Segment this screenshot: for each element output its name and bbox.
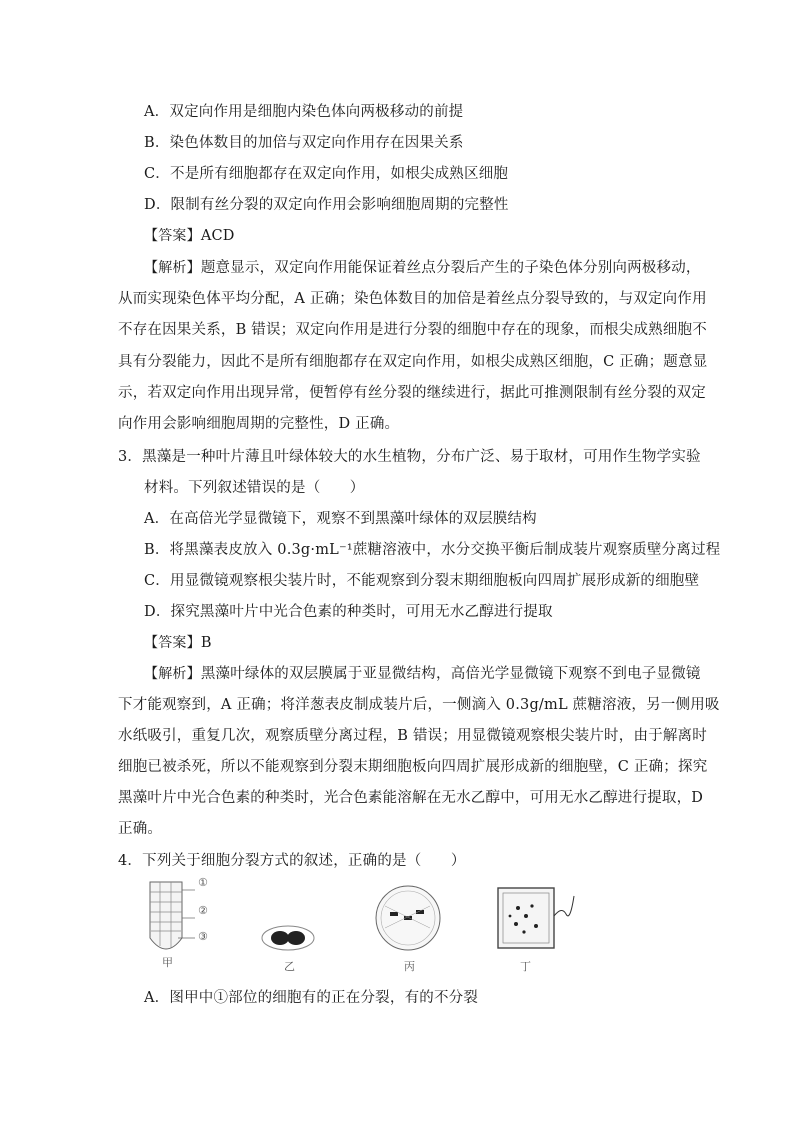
q4-option-a: A．图甲中①部位的细胞有的正在分裂，有的不分裂 bbox=[144, 990, 479, 1006]
q3-option-b: B．将黑藻表皮放入 0.3g·mL⁻¹蔗糖溶液中，水分交换平衡后制成装片观察质壁分离过程 bbox=[144, 542, 721, 558]
figure-mitosis-cell bbox=[376, 886, 440, 950]
q2-analysis-line-4: 具有分裂能力，因此不是所有细胞都存在双定向作用，如根尖成熟区细胞，C 正确；题意显 bbox=[118, 354, 708, 370]
figure-label-yi: 乙 bbox=[284, 960, 295, 973]
q3-answer-line bbox=[144, 633, 212, 653]
q4-figure-svg bbox=[140, 876, 580, 974]
q2-option-a: A．双定向作用是细胞内染色体向两极移动的前提 bbox=[144, 104, 464, 120]
q2-option-b: B．染色体数目的加倍与双定向作用存在因果关系 bbox=[144, 135, 464, 151]
q2-answer-value: ACD bbox=[200, 228, 235, 244]
q3-stem-line-1: 3．黑藻是一种叶片薄且叶绿体较大的水生植物，分布广泛、易于取材，可用作生物学实验 bbox=[118, 449, 701, 465]
q2-analysis-line-3: 不存在因果关系，B 错误；双定向作用是进行分裂的细胞中存在的现象，而根尖成熟细胞不 bbox=[118, 322, 707, 338]
q2-analysis-line-5: 示，若双定向作用出现异常，便暂停有丝分裂的继续进行，据此可推测限制有丝分裂的双定 bbox=[118, 385, 706, 401]
figure-mark-1: ① bbox=[198, 876, 208, 889]
figure-bacterium-cell bbox=[498, 888, 574, 948]
q3-analysis-line-4: 细胞已被杀死，所以不能观察到分裂末期细胞板向四周扩展形成新的细胞壁，C 正确；探究 bbox=[118, 759, 708, 775]
q3-answer-value: B bbox=[200, 635, 212, 651]
analysis-tag: 【解析】 bbox=[144, 666, 201, 682]
q3-analysis-line-6: 正确。 bbox=[118, 821, 163, 837]
q2-analysis-text-1: 题意显示，双定向作用能保证着丝点分裂后产生的子染色体分别向两极移动， bbox=[200, 260, 701, 276]
figure-label-ding: 丁 bbox=[520, 960, 531, 973]
q3-analysis-line-2: 下才能观察到，A 正确；将洋葱表皮制成装片后，一侧滴入 0.3g/mL 蔗糖溶液，另一侧用吸 bbox=[118, 697, 720, 713]
q2-answer-line bbox=[144, 226, 235, 246]
answer-tag: 【答案】 bbox=[144, 228, 201, 244]
figure-mark-2: ② bbox=[198, 904, 208, 917]
q2-option-c: C．不是所有细胞都存在双定向作用，如根尖成熟区细胞 bbox=[144, 166, 509, 182]
q3-option-c: C．用显微镜观察根尖装片时，不能观察到分裂末期细胞板向四周扩展形成新的细胞壁 bbox=[144, 573, 700, 589]
q4-figure bbox=[140, 876, 580, 974]
q3-option-a: A．在高倍光学显微镜下，观察不到黑藻叶绿体的双层膜结构 bbox=[144, 511, 537, 527]
q3-option-d: D．探究黑藻叶片中光合色素的种类时，可用无水乙醇进行提取 bbox=[144, 604, 553, 620]
q2-analysis-line-2: 从而实现染色体平均分配，A 正确；染色体数目的加倍是着丝点分裂导致的，与双定向作用 bbox=[118, 291, 707, 307]
analysis-tag: 【解析】 bbox=[144, 260, 201, 276]
q3-analysis-text-1: 黑藻叶绿体的双层膜属于亚显微结构，高倍光学显微镜下观察不到电子显微镜 bbox=[200, 666, 701, 682]
q3-stem-line-2: 材料。下列叙述错误的是（ ） bbox=[144, 480, 365, 496]
figure-binary-fission bbox=[262, 926, 314, 950]
q2-analysis-line-6: 向作用会影响细胞周期的完整性，D 正确。 bbox=[118, 416, 400, 432]
q2-analysis-line-1 bbox=[144, 258, 701, 278]
q3-analysis-line-5: 黑藻叶片中光合色素的种类时，光合色素能溶解在无水乙醇中，可用无水乙醇进行提取，D bbox=[118, 790, 704, 806]
q3-analysis-line-1 bbox=[144, 664, 701, 684]
q3-analysis-line-3: 水纸吸引，重复几次，观察质壁分离过程，B 错误；用显微镜观察根尖装片时，由于解离时 bbox=[118, 728, 707, 744]
q4-stem: 4．下列关于细胞分裂方式的叙述，正确的是（ ） bbox=[118, 853, 466, 869]
figure-label-jia: 甲 bbox=[162, 956, 173, 969]
answer-tag: 【答案】 bbox=[144, 635, 201, 651]
figure-mark-3: ③ bbox=[198, 930, 208, 943]
figure-label-bing: 丙 bbox=[404, 960, 415, 973]
figure-root-tip bbox=[150, 882, 195, 949]
q2-option-d: D．限制有丝分裂的双定向作用会影响细胞周期的完整性 bbox=[144, 197, 509, 213]
